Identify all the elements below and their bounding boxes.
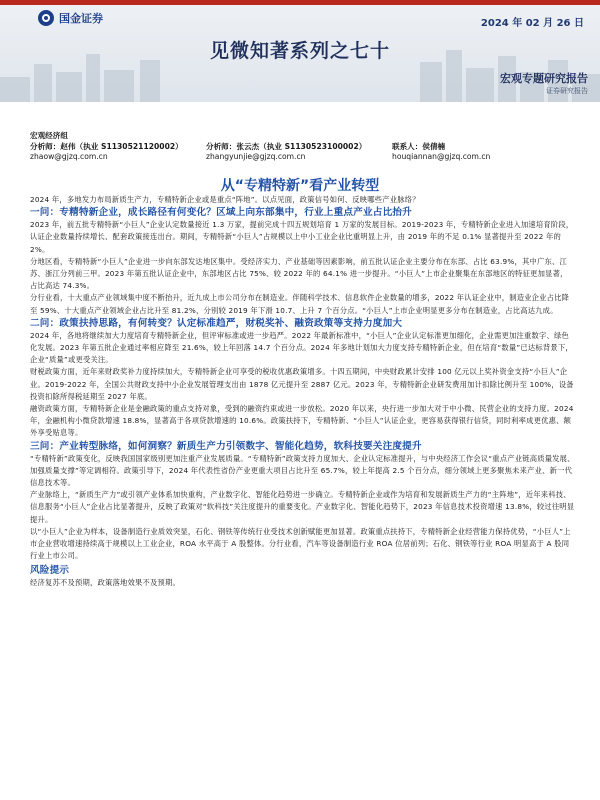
analyst-row (30, 142, 575, 153)
report-type: 宏观专题研究报告 (500, 72, 588, 85)
logo-text: 国金证券 (59, 12, 103, 25)
report-body (30, 194, 575, 590)
section-3-paragraph-3: 以“小巨人”企业为样本，设备制造行业质效突显，石化、钢铁等传统行业受技术创新赋能更加显著。政策重点扶持下，专精特新企业经营能力保持优势，“小巨人”上市企业营收增速持续高于规模以上工业企业，ROA 水平高于 A 股整体。分行业看，汽车等设备制造行业 ROA 位居前列；石化、钢铁等行业 ROA 明显高于 A 股同行业上市公司。 (30, 526, 571, 561)
email-1[interactable]: zhaow@gjzq.com.cn (30, 152, 108, 161)
section-1-paragraph-1: 2023 年，前五批专精特新“小巨人”企业认定数量接近 1.3 万家，提前完成十四五规划培育 1 万家的发展目标。2019-2023 年，专精特新企业进入加速培育阶段，认证企业数量持续增长、配套政策接连出台。期间，专精特新“小巨人”占规模以上中小工业企业比重明显上升，由 2019 年的不足 0.1% 显著提升至 2022 年的 2%。 (30, 220, 574, 254)
email-2[interactable]: zhangyunjie@gjzq.com.cn (206, 152, 306, 161)
analyst-1: 分析师：赵伟（执业 S1130521120002） (30, 141, 183, 151)
intro-paragraph: 2024 年，多地发力布局新质生产力，专精特新企业或是重点“阵地”。以点见面，政策信号如何、反映哪些产业脉络？ (30, 195, 420, 204)
section-2-heading: 二问：政策扶持思路，有何转变？认定标准趋严，财税奖补、融资政策等支持力度加大 (30, 317, 403, 329)
risk-text: 经济复苏不及预期，政策落地效果不及预期。 (30, 578, 180, 588)
contact-person: 联系人：侯倩楠 (392, 141, 446, 151)
section-2-paragraph-1: 2024 年，各地将继续加大力度培育专精特新企业，但评审标准或进一步趋严。2022 年最新标准中，“小巨人”企业认定标准更加细化，企业需更加注重数字、绿色化发展。2023 年第五批企业通过率相应降至 21.6%，较上年回落 14.7 个百分点。2024 年多地计划加大力度支持专精特新企业，但在培育“数量”已达标背景下，企业“质量”或更受关注。 (30, 330, 573, 365)
email-row (30, 152, 575, 163)
series-title: 见微知著系列之七十 (209, 40, 390, 62)
report-title: 从“专精特新”看产业转型 (220, 178, 380, 194)
brand-top-bar (0, 0, 600, 5)
email-3[interactable]: houqiannan@gjzq.com.cn (392, 152, 491, 161)
company-logo (38, 10, 103, 26)
section-2-paragraph-3: 融资政策方面，专精特新企业是金融政策的重点支持对象，受到的融资约束或进一步放松。2020 年以来，央行进一步加大对于中小微、民营企业的支持力度。2024 年，金融机构小微贷款增速 18.8%，显著高于各项贷款增速的 10.6%。政策扶持下，专精特新、“小巨人”认证企业，更容易获得银行信贷，同时利率成更优惠、额外享受贴息等。 (30, 404, 574, 438)
section-1-paragraph-2: 分地区看，专精特新“小巨人”企业进一步向东部发达地区集中。受经济实力、产业基础等因素影响，前五批认证企业主要分布在东部、占比 63.9%，其中广东、江苏、浙江分列前三甲。2023 年第五批认证企业中，东部地区占比 75%、较 2022 年的 64.1% 进一步提升。“小巨人”上市企业聚集在东部地区的特征更加显著，占比高达 74.3%。 (30, 256, 568, 291)
author-block (30, 131, 575, 163)
research-group: 宏观经济组 (30, 131, 68, 140)
section-1-heading: 一问：专精特新企业，成长路径有何变化？区域上向东部集中，行业上重点产业占比抬升 (30, 207, 412, 219)
report-banner (0, 0, 600, 102)
report-subtype: 证券研究报告 (546, 87, 588, 95)
section-1-paragraph-3: 分行业看，十大重点产业领域集中度不断抬升，近九成上市公司分布在制造业。伴随科学技术、信息软件企业数量的增多，2022 年认证企业中，制造业企业占比降至 59%、十大重点产业领域企业占比升至 81.2%，分别较 2019 年下滑 10.7、上升 7 个百分点。“小巨人”上市企业明显更多分布在制造业，占比高达九成。 (30, 293, 570, 315)
analyst-2: 分析师：张云杰（执业 S1130523100002） (206, 141, 367, 151)
report-date: 2024 年 02 月 26 日 (480, 18, 584, 29)
section-3-heading: 三问：产业转型脉络，如何洞察？新质生产力引领数字、智能化趋势，软科技要关注度提升 (30, 440, 422, 452)
section-3-paragraph-1: “专精特新”政策变化，反映我国国家级别更加注重产业发展质量。“专精特新”政策支持力度加大、企业认定标准提升，与中央经济工作会议“重点产业链高质量发展、加强质量支撑”等定调相符。政策引导下，2024 年代表性省份产业更重大项目占比升至 65.7%，较上年提高 2.5 个百分点，细分领域上更多聚焦未来产业、新一代信息技术等。 (30, 453, 575, 488)
section-2-paragraph-2: 财税政策方面，近年来财政奖补力度持续加大，专精特新企业可享受的税收优惠政策增多。十四五期间，中央财政累计安排 100 亿元以上奖补资金支持“小巨人”企业。2019-2022 年，全国公共财政支持中小企业发展管理支出由 1878 亿元提升至 2887 亿元。2023 年，专精特新企业研发费用加计扣除比例升至 100%，设备投资扣除所得税延期至 2027 年底。 (30, 367, 574, 401)
risk-heading: 风险提示 (30, 565, 70, 577)
section-3-paragraph-2: 产业脉络上，“新质生产力”或引领产业体系加快重构，产业数字化、智能化趋势进一步确立。专精特新企业或作为培育和发展新质生产力的“主阵地”，近年来科技、信息服务“小巨人”企业占比显著提升，反映了政策对“软科技”关注度提升的重要变化。产业数字化、智能化趋势下，2023 年信息技术投资增速 13.8%，较过往明显提升。 (30, 490, 575, 524)
logo-icon (38, 10, 54, 26)
